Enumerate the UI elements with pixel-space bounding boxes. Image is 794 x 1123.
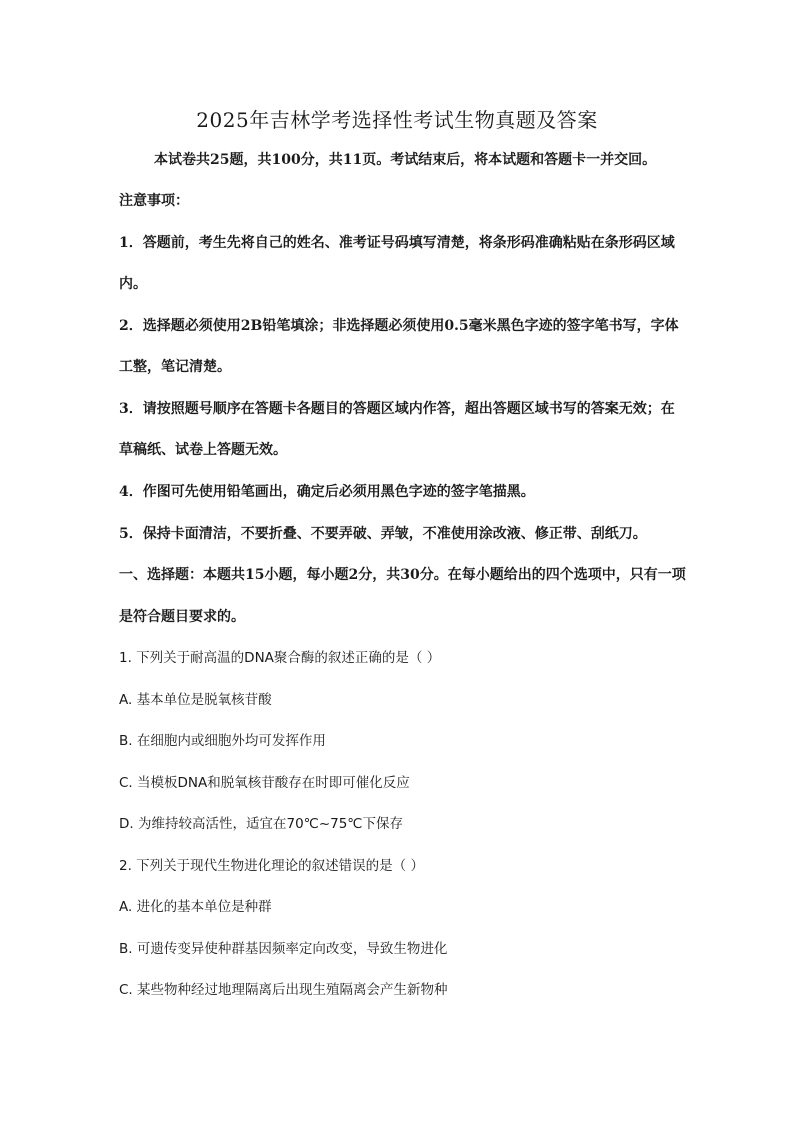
question-2-option-b: B. 可遗传变异使种群基因频率定向改变，导致生物进化 xyxy=(119,941,448,957)
section-heading-continued: 是符合题目要求的。 xyxy=(119,609,245,625)
section-heading: 一、选择题：本题共15小题，每小题2分，共30分。在每小题给出的四个选项中，只有一项 xyxy=(119,567,686,583)
question-2-option-a: A. 进化的基本单位是种群 xyxy=(119,899,272,915)
notice-heading: 注意事项： xyxy=(119,193,189,209)
exam-intro: 本试卷共25题，共100分，共11页。考试结束后，将本试题和答题卡一并交回。 xyxy=(154,152,657,168)
question-1-option-a: A. 基本单位是脱氧核苷酸 xyxy=(119,692,272,708)
notice-item-2: 2．选择题必须使用2B铅笔填涂；非选择题必须使用0.5毫米黑色字迹的签字笔书写，字体 xyxy=(119,318,679,334)
notice-item-5: 5．保持卡面清洁，不要折叠、不要弄破、弄皱，不准使用涂改液、修正带、刮纸刀。 xyxy=(119,526,647,542)
notice-item-2-continued: 工整，笔记清楚。 xyxy=(119,359,231,375)
question-1-option-b: B. 在细胞内或细胞外均可发挥作用 xyxy=(119,733,326,749)
question-2-stem: 2. 下列关于现代生物进化理论的叙述错误的是（ ） xyxy=(119,858,424,874)
question-1-stem: 1. 下列关于耐高温的DNA聚合酶的叙述正确的是（ ） xyxy=(119,650,441,666)
notice-item-3: 3．请按照题号顺序在答题卡各题目的答题区域内作答，超出答题区域书写的答案无效；在 xyxy=(119,401,675,417)
question-2-option-c: C. 某些物种经过地理隔离后出现生殖隔离会产生新物种 xyxy=(119,982,448,998)
document-title: 2025年吉林学考选择性考试生物真题及答案 xyxy=(196,108,598,132)
notice-item-3-continued: 草稿纸、试卷上答题无效。 xyxy=(119,442,287,458)
notice-item-1: 1．答题前，考生先将自己的姓名、准考证号码填写清楚，将条形码准确粘贴在条形码区域 xyxy=(119,235,675,251)
question-1-option-d: D. 为维持较高活性，适宜在70℃~75℃下保存 xyxy=(119,816,403,832)
notice-item-1-continued: 内。 xyxy=(119,276,147,292)
question-1-option-c: C. 当模板DNA和脱氧核苷酸存在时即可催化反应 xyxy=(119,775,410,791)
notice-item-4: 4．作图可先使用铅笔画出，确定后必须用黑色字迹的签字笔描黑。 xyxy=(119,484,535,500)
